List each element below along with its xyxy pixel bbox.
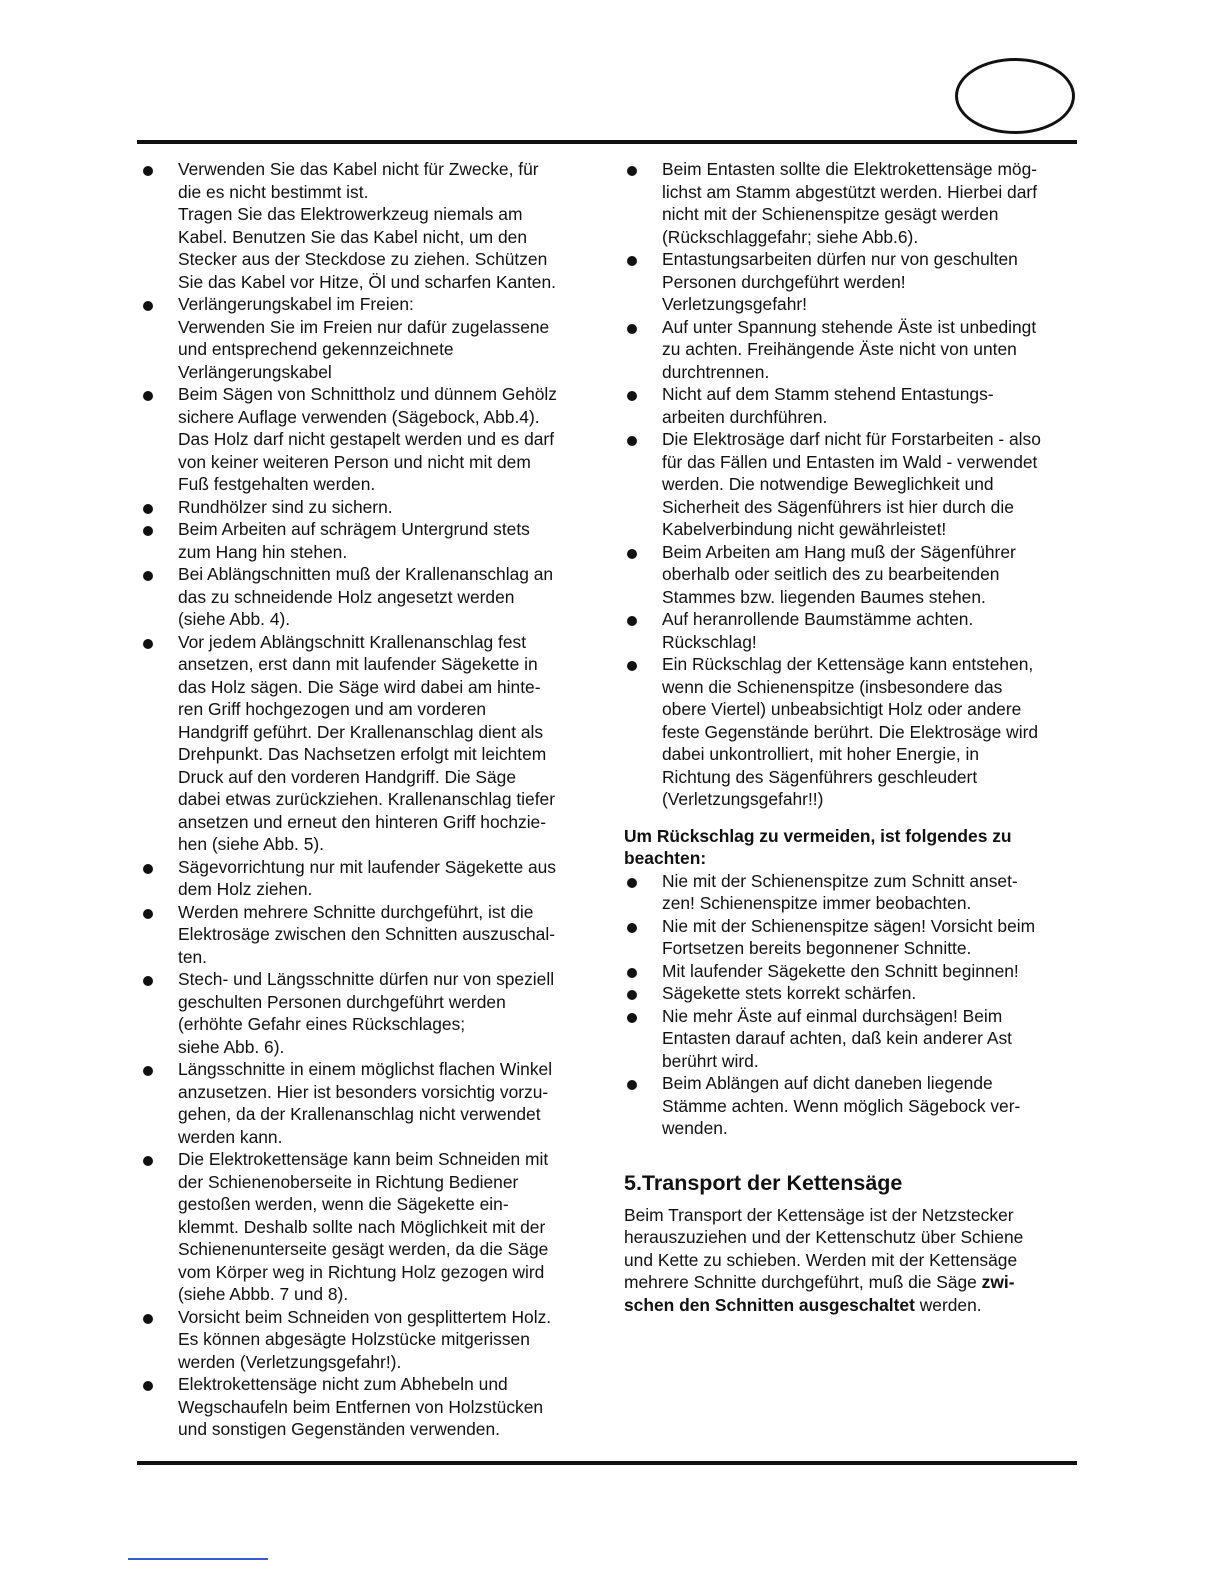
bullet-line: Rundhölzer sind zu sichern. [178, 496, 393, 517]
bullet-line: Entasten darauf achten, daß kein anderer Ast [662, 1028, 1012, 1048]
bullet-line: Beim Arbeiten auf schrägem Untergrund stets [178, 519, 530, 539]
bullet-line: Kabelverbindung nicht gewährleistet! [662, 519, 947, 539]
bullet-line: dabei unkontrolliert, mit hoher Energie, in [662, 744, 980, 764]
left-column [140, 158, 600, 1441]
bullet-line: der Schienenoberseite in Richtung Bediener [178, 1171, 519, 1192]
bullet-line: Vor jedem Ablängschnitt Krallenanschlag fest [178, 631, 527, 652]
paragraph-line: herauszuziehen und der Kettenschutz über Schiene [624, 1227, 1024, 1247]
bullet-line: Handgriff geführt. Der Krallenanschlag dient als [178, 721, 544, 742]
bullet-line: zu achten. Freihängende Äste nicht von unten [662, 339, 1017, 359]
paragraph-line [624, 1271, 1076, 1294]
paragraph-bold-text: zwi- [981, 1272, 1015, 1292]
bullet-line: gestoßen werden, wenn die Sägekette ein- [178, 1194, 509, 1214]
bullet-line: Beim Arbeiten am Hang muß der Sägenführer [662, 541, 1016, 562]
bullet-item [140, 1058, 600, 1148]
bullet-line: Verwenden Sie das Kabel nicht für Zwecke, für [178, 159, 539, 179]
bullet-line: von keiner weiteren Person und nicht mit dem [178, 451, 531, 472]
bullet-line: obere Viertel) unbeabsichtigt Holz oder andere [662, 699, 1022, 719]
bullet-line: Sie das Kabel vor Hitze, Öl und scharfen Kanten. [178, 271, 556, 292]
bullet-item [624, 158, 1076, 248]
bullet-line: werden. Die notwendige Beweglichkeit und [662, 474, 994, 494]
bullet-line: Druck auf den vorderen Handgriff. Die Säge [178, 766, 517, 787]
header-rule [137, 140, 1077, 144]
bullet-line: Richtung des Sägenführers geschleudert [662, 766, 978, 787]
bullet-line: wenn die Schienenspitze (insbesondere das [662, 676, 1003, 697]
bullet-line: Ein Rückschlag der Kettensäge kann entstehen, [662, 654, 1034, 674]
bullet-line: klemmt. Deshalb sollte nach Möglichkeit mit der [178, 1216, 546, 1237]
bullet-item [624, 316, 1076, 384]
bullet-item [140, 293, 600, 383]
bullet-line: Verlängerungskabel [178, 361, 332, 382]
bullet-line: oberhalb oder seitlich des zu bearbeitenden [662, 564, 1000, 584]
left-bullet-list [140, 158, 600, 1441]
bullet-line: die es nicht bestimmt ist. [178, 181, 369, 202]
bullet-line: feste Gegenstände berührt. Die Elektrosäge wird [662, 721, 1039, 742]
bullet-line: und sonstigen Gegenständen verwenden. [178, 1419, 500, 1439]
bullet-line: sichere Auflage verwenden (Sägebock, Abb.4). [178, 406, 540, 427]
bullet-line: Personen durchgeführt werden! [662, 271, 906, 292]
subheading-line: beachten: [624, 848, 707, 868]
bullet-line: Stecker aus der Steckdose zu ziehen. Schützen [178, 249, 548, 269]
bullet-item [140, 631, 600, 856]
bullet-item [624, 870, 1076, 915]
bullet-line: lichst am Stamm abgestützt werden. Hierbei darf [662, 181, 1038, 202]
bullet-item [624, 1072, 1076, 1140]
bullet-line: Beim Entasten sollte die Elektrokettensäge mög- [662, 159, 1038, 179]
bullet-line: ren Griff hochgezogen und am vorderen [178, 699, 487, 719]
bullet-line: werden kann. [178, 1126, 283, 1147]
bullet-item [140, 901, 600, 969]
bullet-line: berührt wird. [662, 1050, 759, 1071]
kickback-bullet-list [624, 870, 1076, 1140]
bullet-line: vom Körper weg in Richtung Holz gezogen wird [178, 1261, 545, 1282]
bullet-line: Vorsicht beim Schneiden von gesplittertem Holz. [178, 1306, 552, 1327]
bullet-item [140, 563, 600, 631]
bullet-line: Verletzungsgefahr! [662, 294, 808, 314]
bullet-line: Stämme achten. Wenn möglich Sägebock ver- [662, 1095, 1021, 1116]
bullet-item [140, 518, 600, 563]
bullet-line: Sägevorrichtung nur mit laufender Sägekette aus [178, 856, 556, 877]
paragraph-line: Beim Transport der Kettensäge ist der Netzstecker [624, 1204, 1014, 1225]
bullet-item [140, 496, 600, 519]
bullet-line: Auf unter Spannung stehende Äste ist unbedingt [662, 316, 1037, 337]
bullet-item [624, 982, 1076, 1005]
bullet-line: Es können abgesägte Holzstücke mitgerissen [178, 1329, 530, 1349]
transport-paragraph [624, 1204, 1076, 1317]
bullet-line: Verwenden Sie im Freien nur dafür zugelassene [178, 316, 550, 337]
bullet-item [624, 541, 1076, 609]
bullet-line: Auf heranrollende Baumstämme achten. [662, 609, 974, 629]
bullet-item [140, 1373, 600, 1441]
bullet-item [140, 1306, 600, 1374]
scan-mark [128, 1558, 268, 1560]
bullet-line: Stammes bzw. liegenden Baumes stehen. [662, 586, 986, 607]
bullet-line: zum Hang hin stehen. [178, 541, 348, 562]
bullet-item [140, 383, 600, 496]
bullet-line: nicht mit der Schienenspitze gesägt werden [662, 204, 999, 224]
kickback-subheading [624, 825, 1076, 870]
bullet-line: Nicht auf dem Stamm stehend Entastungs- [662, 384, 994, 404]
bullet-line: Stech- und Längsschnitte dürfen nur von speziell [178, 969, 555, 989]
bullet-line: wenden. [662, 1118, 728, 1138]
bullet-item [140, 968, 600, 1058]
bullet-line: Schienenunterseite gesägt werden, da die Säge [178, 1239, 549, 1259]
bullet-line: hen (siehe Abb. 5). [178, 834, 324, 854]
bullet-item [624, 960, 1076, 983]
bullet-item [624, 653, 1076, 811]
bullet-line: Rückschlag! [662, 631, 757, 652]
bullet-line: Kabel. Benutzen Sie das Kabel nicht, um den [178, 226, 528, 247]
bullet-line: Nie mit der Schienenspitze zum Schnitt anset- [662, 870, 1018, 891]
bullet-line: Bei Ablängschnitten muß der Krallenanschlag an [178, 564, 554, 584]
bullet-line: und entsprechend gekennzeichnete [178, 339, 454, 359]
bullet-line: (siehe Abb. 4). [178, 609, 291, 629]
bullet-line: Fuß festgehalten werden. [178, 474, 376, 494]
paragraph-text: werden. [914, 1294, 982, 1315]
bullet-item [140, 158, 600, 293]
bullet-line: ten. [178, 946, 208, 967]
bullet-item [624, 608, 1076, 653]
bullet-line: Längsschnitte in einem möglichst flachen Winkel [178, 1059, 553, 1079]
bullet-item [140, 1148, 600, 1306]
bullet-line: siehe Abb. 6). [178, 1036, 285, 1057]
bullet-line: (siehe Abbb. 7 und 8). [178, 1284, 349, 1304]
bullet-item [624, 915, 1076, 960]
bullet-line: Beim Sägen von Schnittholz und dünnem Gehölz [178, 384, 557, 404]
bullet-line: dem Holz ziehen. [178, 879, 313, 899]
bullet-item [624, 383, 1076, 428]
right-column [624, 158, 1076, 1316]
bullet-line: geschulten Personen durchgeführt werden [178, 991, 506, 1012]
bullet-line: Sägekette stets korrekt schärfen. [662, 983, 917, 1003]
bullet-line: Die Elektrosäge darf nicht für Forstarbeiten - also [662, 429, 1041, 449]
paragraph-line [624, 1294, 1076, 1317]
bullet-line: dabei etwas zurückziehen. Krallenanschlag tiefer [178, 789, 556, 809]
right-bullet-list-top [624, 158, 1076, 811]
bullet-line: Wegschaufeln beim Entfernen von Holzstücken [178, 1396, 544, 1417]
bullet-line: das Holz sägen. Die Säge wird dabei am hinte- [178, 676, 541, 697]
bullet-line: gehen, da der Krallenanschlag nicht verwendet [178, 1104, 541, 1124]
footer-rule [137, 1461, 1077, 1465]
bullet-line: Sicherheit des Sägenführers ist hier durch die [662, 496, 1014, 517]
bullet-line: Beim Ablängen auf dicht daneben liegende [662, 1073, 993, 1093]
paragraph-line: und Kette zu schieben. Werden mit der Kettensäge [624, 1249, 1018, 1270]
bullet-item [624, 248, 1076, 316]
paragraph-bold-text: schen den Schnitten ausgeschaltet [624, 1294, 915, 1315]
bullet-line: Die Elektrokettensäge kann beim Schneiden mit [178, 1149, 549, 1169]
bullet-line: Werden mehrere Schnitte durchgeführt, ist die [178, 901, 534, 922]
bullet-line: (erhöhte Gefahr eines Rückschlages; [178, 1014, 466, 1034]
bullet-item [624, 428, 1076, 541]
bullet-line: Entastungsarbeiten dürfen nur von geschulten [662, 249, 1018, 269]
subheading-line: Um Rückschlag zu vermeiden, ist folgendes zu [624, 825, 1012, 846]
section-title: 5.Transport der Kettensäge [624, 1170, 903, 1195]
bullet-item [624, 1005, 1076, 1073]
bullet-line: arbeiten durchführen. [662, 406, 828, 427]
bullet-line: Fortsetzen bereits begonnener Schnitte. [662, 938, 972, 958]
bullet-line: Elektrosäge zwischen den Schnitten auszuschal- [178, 924, 556, 944]
paragraph-text: mehrere Schnitte durchgeführt, muß die Säge [624, 1272, 982, 1292]
bullet-line: werden (Verletzungsgefahr!). [178, 1351, 402, 1372]
bullet-line: (Verletzungsgefahr!!) [662, 789, 824, 809]
bullet-line: ansetzen, erst dann mit laufender Sägekette in [178, 654, 538, 674]
language-badge [955, 58, 1075, 134]
bullet-line: zen! Schienenspitze immer beobachten. [662, 893, 972, 913]
bullet-line: das zu schneidende Holz angesetzt werden [178, 586, 515, 607]
bullet-line: Tragen Sie das Elektrowerkzeug niemals am [178, 204, 523, 224]
bullet-line: Verlängerungskabel im Freien: [178, 294, 414, 314]
bullet-line: Das Holz darf nicht gestapelt werden und es darf [178, 429, 555, 449]
bullet-line: für das Fällen und Entasten im Wald - verwendet [662, 451, 1038, 472]
bullet-item [140, 856, 600, 901]
bullet-line: ansetzen und erneut den hinteren Griff hochzie- [178, 811, 547, 832]
bullet-line: anzusetzen. Hier ist besonders vorsichtig vorzu- [178, 1081, 549, 1102]
bullet-line: Nie mehr Äste auf einmal durchsägen! Beim [662, 1005, 1003, 1026]
bullet-line: Drehpunkt. Das Nachsetzen erfolgt mit leichtem [178, 744, 547, 764]
bullet-line: (Rückschlaggefahr; siehe Abb.6). [662, 226, 919, 247]
bullet-line: Mit laufender Sägekette den Schnitt beginnen! [662, 960, 1019, 981]
bullet-line: Elektrokettensäge nicht zum Abhebeln und [178, 1374, 508, 1394]
bullet-line: Nie mit der Schienenspitze sägen! Vorsicht beim [662, 915, 1036, 936]
bullet-line: durchtrennen. [662, 361, 770, 382]
